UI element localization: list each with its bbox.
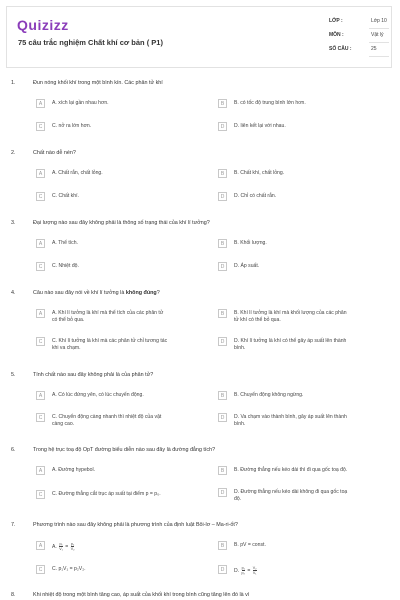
divider (369, 28, 389, 29)
option-letter-box: D (218, 192, 227, 201)
option-d[interactable] (218, 412, 388, 426)
fraction-numerator: p₁ (241, 566, 245, 570)
question-text: Đại lượng nào sau đây không phải là thông số trạng thái của khí lí tưởng? (33, 220, 210, 226)
divider (369, 56, 389, 57)
question-text: Đun nóng khối khí trong một bình kín. Các phân tử khí (33, 80, 163, 86)
option-b[interactable] (218, 238, 388, 252)
option-d[interactable] (218, 336, 388, 350)
option-prefix: D. (234, 567, 241, 574)
option-text: B. pV = const. (234, 542, 266, 548)
option-c[interactable] (36, 489, 208, 503)
option-b[interactable] (218, 390, 388, 404)
option-text: C. Đường thẳng cắt trục áp suất tại điểm p = p₀. (52, 491, 161, 497)
option-text (52, 414, 161, 428)
fraction-denominator: V₁ (252, 571, 257, 575)
fraction (253, 566, 257, 575)
fraction-numerator: p₂ (70, 542, 75, 546)
option-text: C. nở ra lớn hơn. (52, 123, 92, 129)
option-line-1: C. Khí lí tưởng là khí mà các phân tử chỉ tương tác (52, 338, 168, 344)
option-text (234, 310, 347, 324)
option-b[interactable] (218, 540, 388, 554)
equals-sign: = (247, 567, 251, 574)
question-number: 4. (11, 290, 16, 296)
option-text: C. Chất khí. (52, 193, 79, 199)
option-letter-box: C (36, 262, 45, 271)
option-text: B. Đường thẳng nếu kéo dài thì đi qua gốc toạ độ. (234, 467, 348, 473)
option-text: B. Chuyển động không ngừng. (234, 392, 304, 398)
option-letter-box: A (36, 99, 45, 108)
option-text: A. xích lại gần nhau hơn. (52, 100, 109, 106)
option-line-2: bình. (234, 345, 246, 352)
option-letter-box: D (218, 413, 227, 422)
meta-count-value: 25 (371, 46, 377, 52)
question-number: 3. (11, 220, 16, 226)
option-letter-box: D (218, 565, 227, 574)
option-c[interactable] (36, 564, 208, 578)
option-b[interactable] (218, 98, 388, 112)
meta-class (329, 16, 393, 30)
option-c[interactable] (36, 412, 208, 426)
quiz-header (6, 6, 392, 68)
option-letter-box: A (36, 541, 45, 550)
option-letter-box: B (218, 541, 227, 550)
option-letter-box: C (36, 413, 45, 422)
option-text (52, 310, 163, 324)
question-text (33, 290, 160, 296)
fraction-numerator: p₁ (59, 542, 63, 546)
option-text: D. Áp suất. (234, 263, 260, 269)
option-letter-box: A (36, 239, 45, 248)
option-text (52, 338, 167, 352)
meta-subject (329, 30, 393, 44)
option-letter-box: A (36, 309, 45, 318)
option-d[interactable] (218, 121, 388, 135)
option-letter-box: A (36, 466, 45, 475)
equals-sign: = (65, 543, 69, 550)
fraction-denominator: V₁ (59, 547, 63, 551)
option-text: C. p₁V₁ = p₂V₂. (52, 566, 86, 572)
question-number: 7. (11, 522, 16, 528)
option-d[interactable] (218, 487, 388, 501)
option-text: D. liên kết lại với nhau. (234, 123, 286, 129)
question-text-emphasis: không đúng (125, 290, 157, 296)
question-text-pre: Câu nào sau đây nói về khí lí tưởng là (33, 290, 126, 296)
fraction (71, 542, 75, 551)
option-a[interactable] (36, 465, 208, 479)
option-text (234, 489, 347, 503)
option-letter-box: C (36, 490, 45, 499)
option-line-1: C. Chuyển động càng nhanh thì nhiệt độ của vật (52, 414, 162, 420)
option-line-2: có thể bỏ qua. (52, 317, 85, 324)
option-letter-box: D (218, 262, 227, 271)
option-a[interactable] (36, 390, 208, 404)
fraction (59, 542, 63, 551)
option-letter-box: C (36, 565, 45, 574)
option-a[interactable] (36, 238, 208, 252)
option-a[interactable] (36, 308, 208, 322)
option-letter-box: B (218, 466, 227, 475)
option-line-2: khi va chạm. (52, 345, 81, 352)
question-number: 2. (11, 150, 16, 156)
option-text: A. Chất rắn, chất lỏng. (52, 170, 103, 176)
option-text: B. Chất khí, chất lỏng. (234, 170, 285, 176)
option-letter-box: D (218, 488, 227, 497)
meta-class-value: Lớp 10 (371, 18, 387, 24)
option-text (52, 542, 75, 551)
option-letter-box: C (36, 337, 45, 346)
option-line-1: D. Khí lí tưởng là khí có thể gây áp suất lên thành (234, 338, 347, 344)
question-number: 6. (11, 447, 16, 453)
question-text-post: ? (156, 290, 160, 296)
option-letter-box: C (36, 192, 45, 201)
option-letter-box: A (36, 391, 45, 400)
option-text: C. Nhiệt độ. (52, 263, 79, 269)
option-text: B. có tốc độ trung bình lớn hơn. (234, 100, 306, 106)
meta-count-label: SỐ CÂU : (329, 46, 352, 52)
option-line-2: độ. (234, 496, 242, 503)
option-text (234, 566, 258, 575)
option-letter-box: A (36, 169, 45, 178)
meta-class-label: LỚP : (329, 18, 343, 24)
option-b[interactable] (218, 465, 388, 479)
option-a[interactable] (36, 168, 208, 182)
option-text (234, 338, 346, 352)
fraction-denominator: V₂ (70, 547, 75, 551)
option-line-1: D. Va chạm vào thành bình, gây áp suất lên thành (234, 414, 347, 420)
option-line-1: B. Khí lí tưởng là khí mà khối lượng của các phân (234, 310, 347, 316)
option-a[interactable] (36, 98, 208, 112)
option-text: A. Thể tích. (52, 240, 78, 246)
meta-subject-label: MÔN : (329, 32, 344, 38)
divider (369, 42, 389, 43)
meta-subject-value: Vật lý (371, 32, 384, 38)
option-line-2: càng cao. (52, 421, 75, 428)
meta-count (329, 44, 393, 58)
option-text: A. Có lúc đứng yên, có lúc chuyển động. (52, 392, 144, 398)
option-a[interactable] (36, 540, 208, 554)
question-text: Trong hệ trục toạ độ OpT đường biểu diễn nào sau đây là đường đẳng tích? (33, 447, 216, 453)
option-c[interactable] (36, 336, 208, 350)
option-d[interactable] (218, 191, 388, 205)
quizizz-logo: Quizizz (17, 17, 69, 33)
option-c[interactable] (36, 261, 208, 275)
option-b[interactable] (218, 308, 388, 322)
option-text: A. Đường hypebol. (52, 467, 95, 473)
option-letter-box: B (218, 391, 227, 400)
option-text: D. Chỉ có chất rắn. (234, 193, 277, 199)
option-letter-box: B (218, 309, 227, 318)
fraction-denominator: p₂ (241, 571, 245, 575)
option-c[interactable] (36, 191, 208, 205)
option-line-2: tử khí có thể bỏ qua. (234, 317, 281, 324)
option-d[interactable] (218, 564, 388, 578)
option-text: B. Khối lượng. (234, 240, 267, 246)
fraction-numerator: V₂ (252, 566, 257, 570)
option-line-1: A. Khí lí tưởng là khí mà thể tích của các phân tử (52, 310, 164, 316)
quiz-title: 75 câu trắc nghiệm Chất khí cơ bản ( P1) (18, 38, 163, 47)
option-line-1: D. Đường thẳng nếu kéo dài không đi qua gốc toạ (234, 489, 348, 495)
option-d[interactable] (218, 261, 388, 275)
question-text: Phương trình nào sau đây không phải là phương trình của định luật Bôi-lơ – Ma-ri-ốt? (33, 522, 238, 528)
question-number: 8. (11, 592, 16, 598)
option-text (234, 414, 347, 428)
option-c[interactable] (36, 121, 208, 135)
quiz-meta (329, 7, 393, 52)
question-text: Chất nào dễ nén? (33, 150, 76, 156)
option-letter-box: B (218, 169, 227, 178)
question-text: Khi nhiệt độ trong một bình tăng cao, áp suất của khối khí trong bình cũng tăng lên đó là vì (33, 592, 250, 598)
option-letter-box: C (36, 122, 45, 131)
fraction (242, 566, 245, 575)
option-letter-box: D (218, 122, 227, 131)
option-line-2: bình. (234, 421, 246, 428)
question-number: 1. (11, 80, 16, 86)
option-letter-box: B (218, 239, 227, 248)
option-b[interactable] (218, 168, 388, 182)
option-letter-box: D (218, 337, 227, 346)
question-text: Tính chất nào sau đây không phải là của phân tử? (33, 372, 154, 378)
option-prefix: A. (52, 543, 59, 550)
option-letter-box: B (218, 99, 227, 108)
question-number: 5. (11, 372, 16, 378)
